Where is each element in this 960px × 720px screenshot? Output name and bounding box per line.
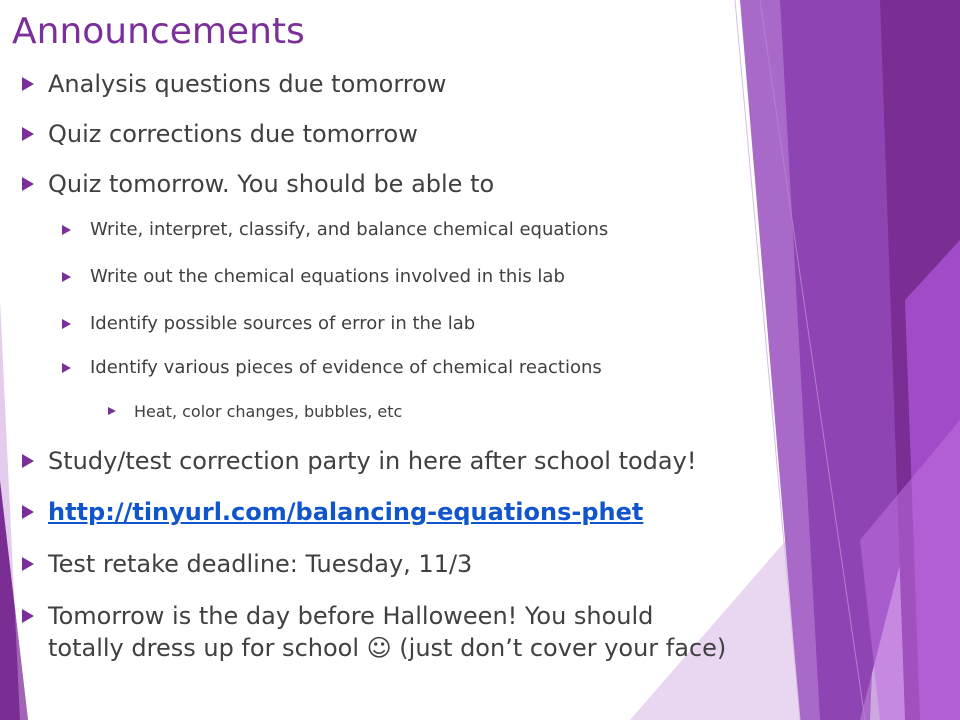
- sub-bullet-sources-of-error: [62, 311, 475, 337]
- bullet-arrow-icon: [62, 225, 71, 235]
- bullet-arrow-icon: [22, 557, 34, 571]
- bullet-arrow-icon: [62, 363, 71, 373]
- bullet-arrow-icon: [108, 407, 116, 415]
- sub-sub-bullet-evidence-examples: [108, 401, 402, 423]
- bullet-arrow-icon: [22, 505, 34, 519]
- bullet-quiz-corrections: [22, 118, 418, 150]
- bullet-arrow-icon: [22, 177, 34, 191]
- phet-link[interactable]: http://tinyurl.com/balancing-equations-phet: [48, 498, 644, 526]
- sub-bullet-text: Identify various pieces of evidence of chemical reactions: [90, 357, 602, 378]
- bullet-quiz-tomorrow: [22, 168, 494, 200]
- bullet-text-line-1: Tomorrow is the day before Halloween! You should: [48, 602, 654, 630]
- sub-bullet-evidence: [62, 355, 602, 381]
- sub-bullet-text: Write, interpret, classify, and balance chemical equations: [90, 219, 609, 240]
- bullet-text: Study/test correction party in here after school today!: [48, 447, 697, 475]
- bullet-text: Analysis questions due tomorrow: [48, 70, 447, 98]
- bullet-arrow-icon: [22, 454, 34, 468]
- sub-bullet-text: Identify possible sources of error in the lab: [90, 313, 476, 334]
- bullet-arrow-icon: [22, 609, 34, 623]
- bullet-text: Test retake deadline: Tuesday, 11/3: [48, 550, 473, 578]
- sub-sub-bullet-text: Heat, color changes, bubbles, etc: [134, 402, 403, 421]
- bullet-test-retake: [22, 548, 472, 580]
- bullet-arrow-icon: [22, 127, 34, 141]
- bullet-text-line-2: totally dress up for school ☺ (just don’t cover your face): [48, 634, 727, 662]
- bullet-arrow-icon: [62, 319, 71, 329]
- bullet-text: Quiz tomorrow. You should be able to: [48, 170, 495, 198]
- bullet-analysis-questions: [22, 68, 446, 100]
- bullet-arrow-icon: [62, 272, 71, 282]
- bullet-arrow-icon: [22, 77, 34, 91]
- slide-title: Announcements: [12, 11, 305, 52]
- bullet-phet-link: [22, 496, 643, 528]
- sub-bullet-lab-equations: [62, 264, 565, 290]
- bullet-study-party: [22, 445, 696, 477]
- bullet-halloween: [22, 600, 726, 664]
- bullet-text: Quiz corrections due tomorrow: [48, 120, 418, 148]
- sub-bullet-write-equations: [62, 217, 608, 243]
- sub-bullet-text: Write out the chemical equations involved in this lab: [90, 266, 565, 287]
